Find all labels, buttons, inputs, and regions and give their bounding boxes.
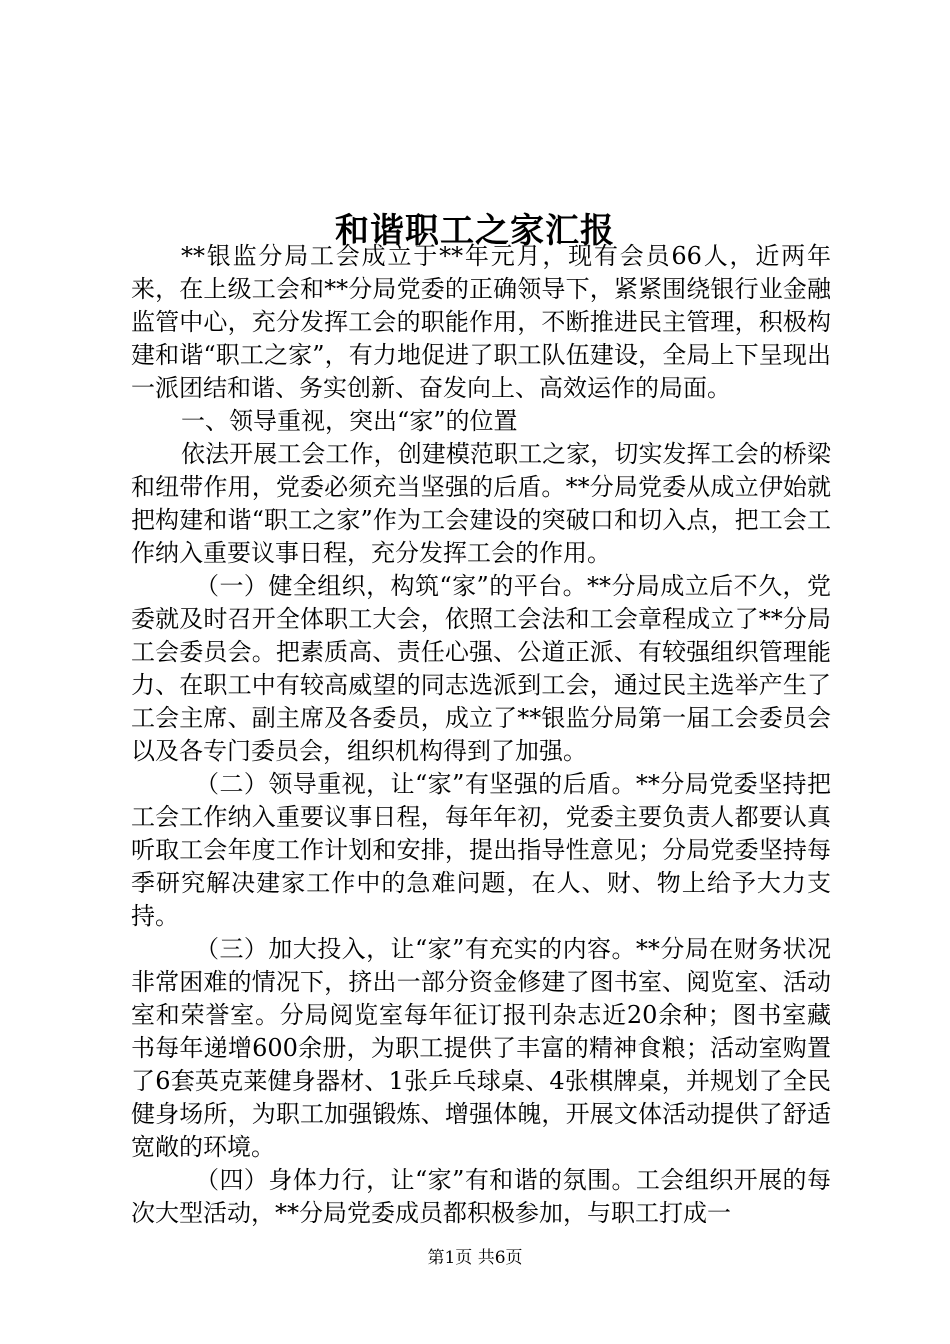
- page-number-footer: 第1页 共6页: [427, 1248, 523, 1268]
- subsection-paragraph-4: （四）身体力行，让“家”有和谐的氛围。工会组织开展的每次大型活动，**分局党委成员都积极参加，与职工打成一: [131, 1166, 831, 1227]
- document-title: 和谐职工之家汇报: [335, 210, 615, 251]
- subsection-paragraph-2: （二）领导重视，让“家”有坚强的后盾。**分局党委坚持把工会工作纳入重要议事日程，每年年初，党委主要负责人都要认真听取工会年度工作计划和安排，提出指导性意见；分局党委坚持每季研究解决建家工作中的急难问题，在人、财、物上给予大力支持。: [131, 770, 831, 930]
- subsection-paragraph-1: （一）健全组织，构筑“家”的平台。**分局成立后不久，党委就及时召开全体职工大会，依照工会法和工会章程成立了**分局工会委员会。把素质高、责任心强、公道正派、有较强组织管理能力、在职工中有较高威望的同志选派到工会，通过民主选举产生了工会主席、副主席及各委员，成立了**银监分局第一届工会委员会以及各专门委员会，组织机构得到了加强。: [131, 572, 831, 765]
- intro-paragraph: **银监分局工会成立于**年元月，现有会员66人，近两年来，在上级工会和**分局党委的正确领导下，紧紧围绕银行业金融监管中心，充分发挥工会的职能作用，不断推进民主管理，积极构建和谐“职工之家”，有力地促进了职工队伍建设，全局上下呈现出一派团结和谐、务实创新、奋发向上、高效运作的局面。: [131, 242, 831, 402]
- body-paragraph: 依法开展工会工作，创建模范职工之家，切实发挥工会的桥梁和纽带作用，党委必须充当坚强的后盾。**分局党委从成立伊始就把构建和谐“职工之家”作为工会建设的突破口和切入点，把工会工作纳入重要议事日程，充分发挥工会的作用。: [131, 440, 831, 567]
- document-body: [131, 240, 831, 1230]
- section-heading-1: 一、领导重视，突出“家”的位置: [181, 407, 518, 435]
- subsection-paragraph-3: （三）加大投入，让“家”有充实的内容。**分局在财务状况非常困难的情况下，挤出一部分资金修建了图书室、阅览室、活动室和荣誉室。分局阅览室每年征订报刊杂志近20余种；图书室藏书每年递增600余册，为职工提供了丰富的精神食粮；活动室购置了6套英克莱健身器材、1张乒乓球桌、4张棋牌桌，并规划了全民健身场所，为职工加强锻炼、增强体魄，开展文体活动提供了舒适宽敞的环境。: [131, 935, 831, 1161]
